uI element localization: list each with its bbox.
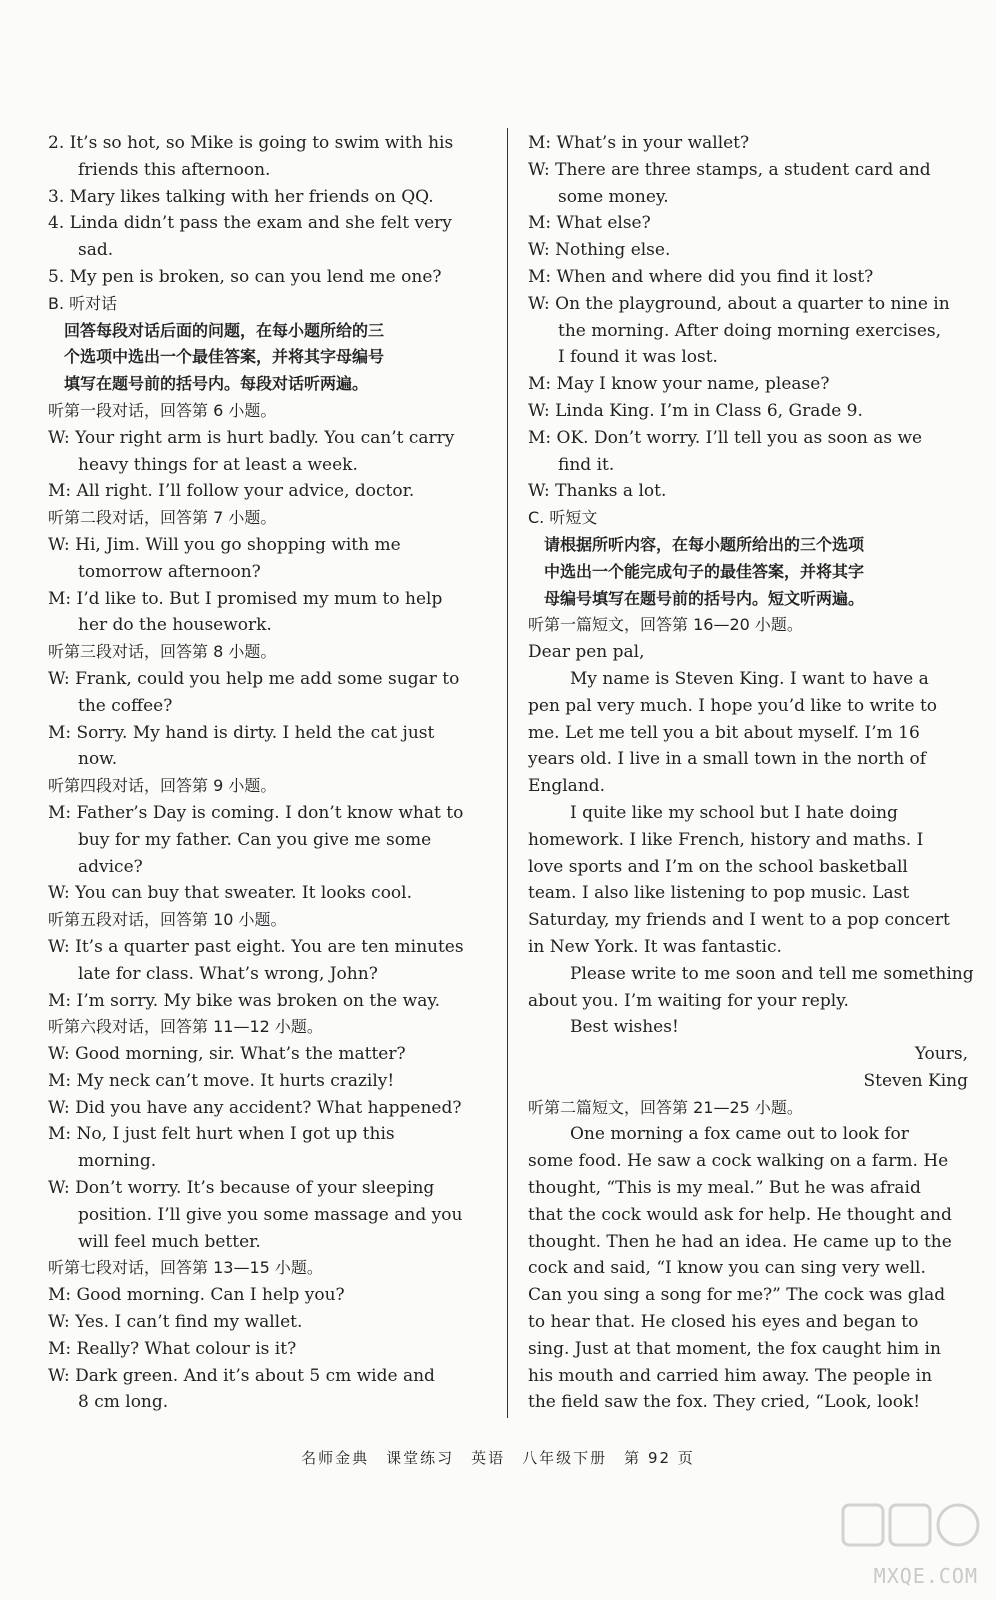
text-line: W: It’s a quarter past eight. You are ten minutes	[48, 936, 464, 957]
text-line: in New York. It was fantastic.	[528, 936, 782, 957]
text-line: M: May I know your name, please?	[528, 374, 830, 395]
text-line: W: Dark green. And it’s about 5 cm wide and	[48, 1365, 435, 1386]
text-line: W: There are three stamps, a student card and	[528, 159, 931, 180]
text-line: find it.	[558, 454, 615, 475]
text-line: C. 听短文	[528, 508, 598, 528]
right-column	[528, 130, 974, 1416]
text-line: 4. Linda didn’t pass the exam and she felt very	[48, 213, 452, 234]
text-line: 5. My pen is broken, so can you lend me one?	[48, 266, 442, 287]
text-line: M: What’s in your wallet?	[528, 133, 750, 153]
text-line: to hear that. He closed his eyes and began to	[528, 1312, 919, 1333]
text-line: M: No, I just felt hurt when I got up this	[48, 1124, 395, 1145]
text-line: 填写在题号前的括号内。每段对话听两遍。	[64, 374, 369, 394]
text-line: M: I’m sorry. My bike was broken on the way.	[48, 990, 441, 1011]
text-line: 听第一段对话，回答第 6 小题。	[48, 400, 277, 420]
text-line: heavy things for at least a week.	[78, 454, 358, 475]
text-line: W: Thanks a lot.	[528, 481, 667, 502]
text-line: W: Yes. I can’t find my wallet.	[48, 1312, 303, 1333]
text-line: the morning. After doing morning exercises,	[558, 320, 942, 341]
text-line: I found it was lost.	[558, 347, 718, 368]
text-line: Steven King	[863, 1070, 968, 1091]
text-line: 回答每段对话后面的问题，在每小题所给的三	[64, 320, 385, 340]
text-line: B. 听对话	[48, 293, 118, 313]
text-line: now.	[78, 749, 118, 770]
text-line: that the cock would ask for help. He thought and	[528, 1204, 952, 1225]
text-line: 听第一篇短文，回答第 16—20 小题。	[528, 615, 803, 635]
text-line: One morning a fox came out to look for	[570, 1124, 909, 1145]
text-line: M: Really? What colour is it?	[48, 1338, 297, 1359]
text-line: M: Good morning. Can I help you?	[48, 1285, 345, 1306]
text-line: M: Father’s Day is coming. I don’t know what to	[48, 802, 464, 823]
text-line: M: When and where did you find it lost?	[528, 266, 874, 287]
text-line: pen pal very much. I hope you’d like to write to	[528, 695, 938, 716]
text-line: 听第二段对话，回答第 7 小题。	[48, 508, 277, 528]
text-line: M: OK. Don’t worry. I’ll tell you as soon as we	[528, 427, 923, 448]
text-line: team. I also like listening to pop music. Last	[528, 883, 910, 904]
text-line: M: My neck can’t move. It hurts crazily!	[48, 1070, 395, 1091]
text-line: W: Hi, Jim. Will you go shopping with me	[48, 534, 401, 555]
text-line: thought. Then he had an idea. He came up to the	[528, 1231, 952, 1252]
text-line: position. I’ll give you some massage and you	[78, 1204, 463, 1225]
text-line: M: Sorry. My hand is dirty. I held the cat just	[48, 722, 435, 743]
text-line: 母编号填写在题号前的括号内。短文听两遍。	[544, 588, 865, 608]
text-line: 个选项中选出一个最佳答案，并将其字母编号	[64, 347, 385, 367]
text-line: years old. I live in a small town in the north of	[528, 749, 927, 770]
text-line: thought, “This is my meal.” But he was afraid	[528, 1178, 921, 1199]
text-line: Can you sing a song for me?” The cock was glad	[528, 1285, 946, 1306]
text-line: some money.	[558, 186, 669, 207]
text-line: Dear pen pal,	[528, 642, 645, 663]
text-line: M: What else?	[528, 213, 651, 234]
page-footer: 名师金典 课堂练习 英语 八年级下册 第 92 页	[301, 1449, 695, 1467]
text-line: W: Did you have any accident? What happened?	[48, 1097, 462, 1118]
text-line: My name is Steven King. I want to have a	[570, 668, 929, 689]
text-line: 听第三段对话，回答第 8 小题。	[48, 642, 277, 662]
text-line: Best wishes!	[570, 1017, 679, 1038]
text-line: her do the housework.	[78, 615, 272, 636]
text-line: M: All right. I’ll follow your advice, doctor.	[48, 481, 415, 502]
text-line: W: Your right arm is hurt badly. You can’t carry	[48, 427, 455, 448]
text-line: cock and said, “I know you can sing very well.	[528, 1258, 926, 1279]
text-line: Please write to me soon and tell me something	[570, 963, 974, 984]
column-divider	[507, 128, 508, 1418]
text-line: love sports and I’m on the school basketball	[528, 856, 908, 877]
text-line: 听第二篇短文，回答第 21—25 小题。	[528, 1097, 803, 1117]
text-line: friends this afternoon.	[78, 159, 271, 180]
text-line: the field saw the fox. They cried, “Look, look!	[528, 1392, 921, 1413]
text-line: Saturday, my friends and I went to a pop concert	[528, 910, 950, 931]
text-line: sad.	[78, 240, 114, 261]
text-line: Yours,	[914, 1044, 968, 1065]
answer-logo-icon	[838, 1497, 988, 1592]
text-line: M: I’d like to. But I promised my mum to help	[48, 588, 443, 609]
text-line: 中选出一个能完成句子的最佳答案，并将其字	[544, 561, 865, 581]
text-line: his mouth and carried him away. The people in	[528, 1365, 933, 1386]
text-line: England.	[528, 776, 606, 797]
text-line: some food. He saw a cock walking on a farm. He	[528, 1151, 949, 1172]
text-line: W: Linda King. I’m in Class 6, Grade 9.	[528, 400, 863, 421]
text-line: 听第五段对话，回答第 10 小题。	[48, 910, 287, 930]
text-line: about you. I’m waiting for your reply.	[528, 990, 849, 1011]
text-line: W: Frank, could you help me add some sugar to	[48, 668, 460, 689]
text-line: W: Don’t worry. It’s because of your sleeping	[48, 1178, 435, 1199]
text-line: will feel much better.	[78, 1231, 261, 1252]
text-line: 请根据所听内容，在每小题所给出的三个选项	[544, 534, 865, 554]
text-line: W: Good morning, sir. What’s the matter?	[48, 1044, 406, 1065]
text-line: morning.	[78, 1151, 157, 1172]
left-column	[48, 130, 488, 1416]
text-line: 听第七段对话，回答第 13—15 小题。	[48, 1258, 323, 1278]
text-line: W: Nothing else.	[528, 240, 671, 261]
text-line: buy for my father. Can you give me some	[78, 829, 432, 850]
text-line: homework. I like French, history and maths. I	[528, 829, 924, 850]
text-line: advice?	[78, 856, 143, 877]
text-line: tomorrow afternoon?	[78, 561, 261, 582]
text-line: 听第六段对话，回答第 11—12 小题。	[48, 1017, 323, 1037]
text-line: 3. Mary likes talking with her friends on QQ.	[48, 186, 434, 207]
text-line: me. Let me tell you a bit about myself. I’m 16	[528, 722, 920, 743]
text-line: W: You can buy that sweater. It looks cool.	[48, 883, 413, 904]
text-line: sing. Just at that moment, the fox caught him in	[528, 1338, 941, 1359]
text-line: 8 cm long.	[78, 1392, 169, 1413]
text-line: the coffee?	[78, 695, 173, 716]
text-line: late for class. What’s wrong, John?	[78, 963, 378, 984]
text-line: I quite like my school but I hate doing	[570, 802, 898, 823]
text-line: 2. It’s so hot, so Mike is going to swim with his	[48, 133, 454, 153]
watermark-text: MXQE.COM	[873, 1564, 978, 1588]
text-line: W: On the playground, about a quarter to nine in	[528, 293, 950, 314]
text-line: 听第四段对话，回答第 9 小题。	[48, 776, 277, 796]
